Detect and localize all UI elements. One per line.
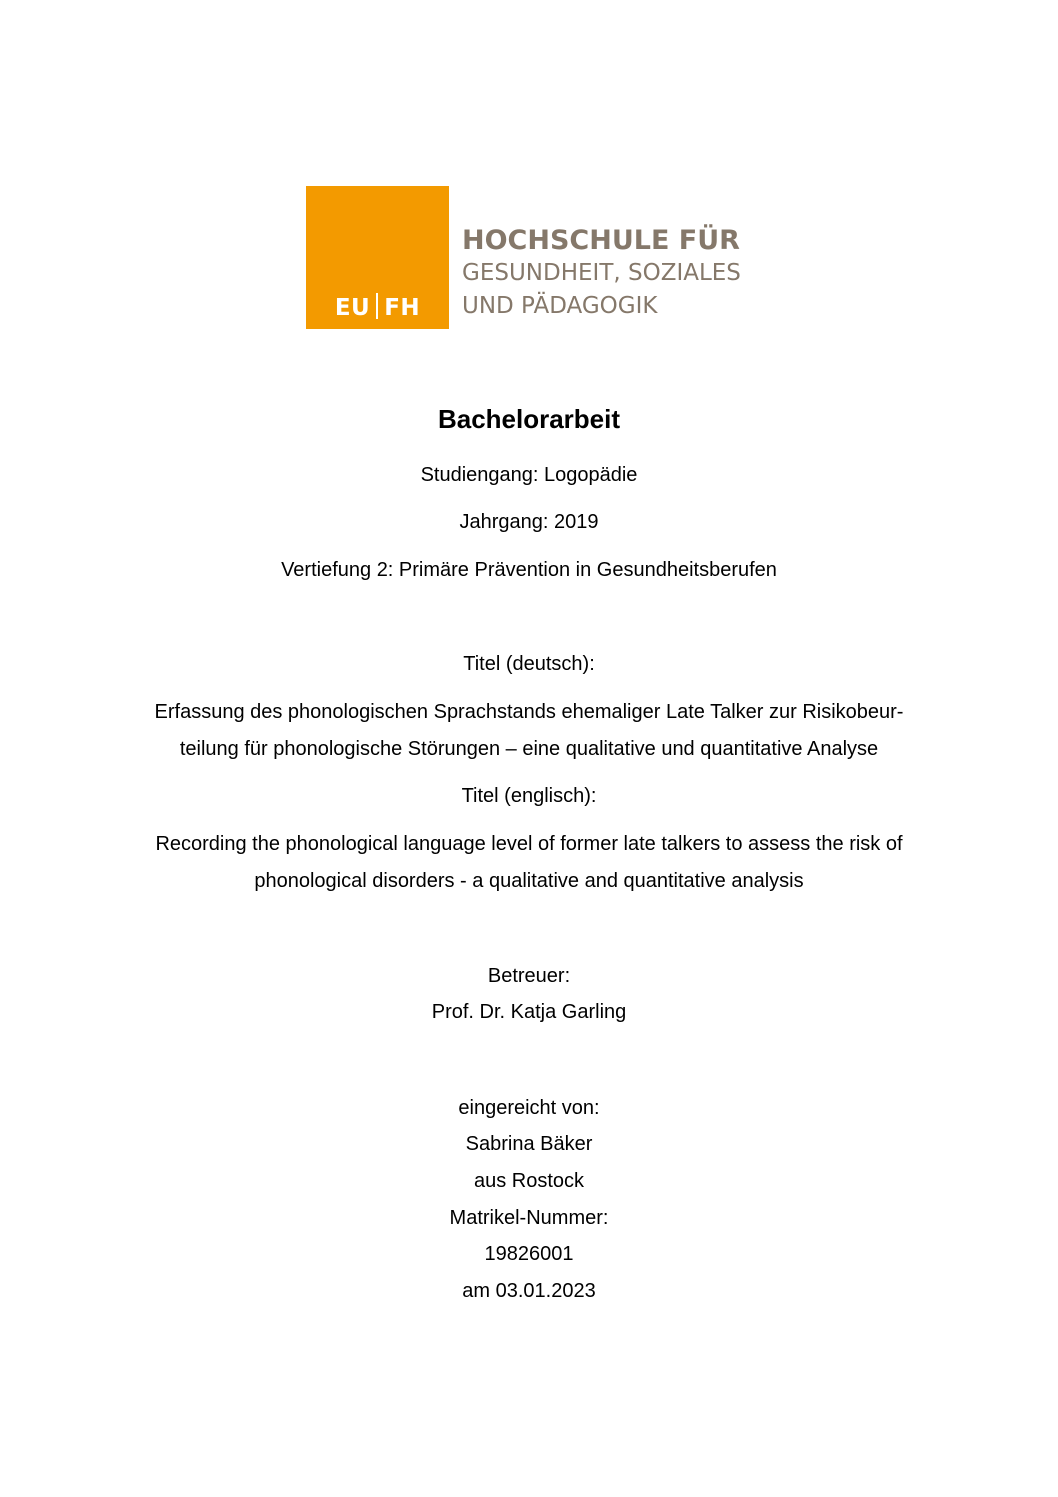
study-program: Studiengang: Logopädie — [420, 464, 638, 486]
logo-abbr-eu: EU — [334, 295, 371, 321]
logo-abbr-fh: FH — [384, 295, 421, 321]
study-year: Jahrgang: 2019 — [459, 511, 599, 533]
title-de-label: Titel (deutsch): — [463, 653, 595, 675]
document-title: Bachelorarbeit — [437, 404, 621, 434]
submitted-by-label: eingereicht von: — [458, 1097, 600, 1119]
student-id-label: Matrikel-Nummer: — [449, 1207, 609, 1229]
submission-date: am 03.01.2023 — [462, 1280, 596, 1302]
title-en-line-1: Recording the phonological language level of former late talkers to assess the risk of — [155, 833, 903, 855]
supervisor-name: Prof. Dr. Katja Garling — [431, 1001, 627, 1023]
author-origin: aus Rostock — [473, 1170, 585, 1192]
logo-orange-square — [306, 186, 449, 329]
title-en-line-2: phonological disorders - a qualitative and quantitative analysis — [254, 870, 804, 892]
supervisor-label: Betreuer: — [487, 965, 571, 987]
university-logo — [306, 186, 766, 329]
logo-wordmark — [462, 224, 741, 323]
specialization: Vertiefung 2: Primäre Prävention in Gesundheitsberufen — [281, 559, 777, 581]
title-de-line-1: Erfassung des phonologischen Sprachstands ehemaliger Late Talker zur Risikobeur- — [154, 701, 904, 723]
logo-abbreviation — [306, 293, 449, 321]
logo-line-2: GESUNDHEIT, SOZIALES — [462, 260, 741, 286]
logo-line-3: UND PÄDAGOGIK — [462, 293, 658, 319]
logo-abbr-separator — [376, 293, 378, 319]
logo-line-1: HOCHSCHULE FÜR — [462, 225, 740, 256]
author-name: Sabrina Bäker — [465, 1133, 593, 1155]
title-de-line-2: teilung für phonologische Störungen – eine qualitative und quantitative Analyse — [179, 738, 879, 760]
title-en-label: Titel (englisch): — [461, 785, 597, 807]
student-id: 19826001 — [484, 1243, 574, 1265]
